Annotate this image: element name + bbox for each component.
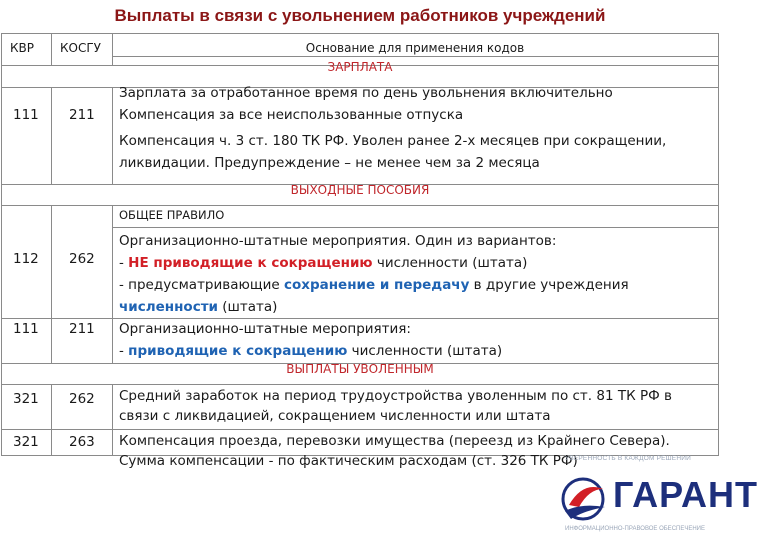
row4-kosgu: 262 <box>69 391 95 407</box>
logo-wordmark: ГАРАНТ <box>613 474 758 515</box>
section-salary: ЗАРПЛАТА <box>327 60 393 74</box>
col-divider <box>51 384 52 456</box>
logo-tagline: УВЕРЕННОСТЬ В КАЖДОМ РЕШЕНИИ <box>565 455 691 462</box>
row1-kvr: 111 <box>13 107 39 123</box>
row5-kosgu: 263 <box>69 434 95 450</box>
section-severance: ВЫХОДНЫЕ ПОСОБИЯ <box>290 183 430 197</box>
emphasis-preserve-transfer: сохранение и передачу <box>283 277 470 293</box>
logo-bottom-text: ИНФОРМАЦИОННО-ПРАВОВОЕ ОБЕСПЕЧЕНИЕ <box>565 526 705 532</box>
row-divider <box>2 429 718 430</box>
page-title: Выплаты в связи с увольнением работников учреждений <box>114 6 606 25</box>
row3-kvr: 111 <box>13 321 39 337</box>
row5-line: Сумма компенсации - по фактическим расходам (ст. 326 ТК РФ) <box>119 453 578 469</box>
row2-line: - предусматривающие сохранение и передачу в другие учреждения <box>119 277 629 293</box>
row5-line: Компенсация проезда, перевозки имущества (переезд из Крайнего Севера). <box>119 433 670 449</box>
row-divider <box>2 384 718 385</box>
emphasis-headcount: численности <box>119 299 218 315</box>
row1-line: Компенсация за все неиспользованные отпуска <box>119 107 464 123</box>
row1-line: Компенсация ч. 3 ст. 180 ТК РФ. Уволен ранее 2-х месяцев при сокращении, <box>119 133 667 149</box>
garant-emblem-icon <box>553 467 613 527</box>
row2-kosgu: 262 <box>69 251 95 267</box>
row5-kvr: 321 <box>13 434 39 450</box>
row4-line: связи с ликвидацией, сокращением численности или штата <box>119 408 551 424</box>
header-basis: Основание для применения кодов <box>305 41 525 55</box>
emphasis-not-reducing: НЕ приводящие к сокращению <box>128 255 373 271</box>
row2-line: - НЕ приводящие к сокращению численности (штата) <box>119 255 528 271</box>
header-kvr: КВР <box>10 41 34 55</box>
general-rule-label: ОБЩЕЕ ПРАВИЛО <box>119 208 225 222</box>
row2-line: Организационно-штатные мероприятия. Один из вариантов: <box>119 233 557 249</box>
row2-kvr: 112 <box>13 251 39 267</box>
section-dismissed-payments: ВЫПЛАТЫ УВОЛЕННЫМ <box>286 362 434 376</box>
col-divider <box>51 87 52 184</box>
header-kosgu: КОСГУ <box>60 41 101 55</box>
emphasis-reducing: приводящие к сокращению <box>128 343 348 359</box>
col-divider <box>112 205 113 363</box>
row4-kvr: 321 <box>13 391 39 407</box>
row1-line: ликвидации. Предупреждение – не менее чем за 2 месяца <box>119 155 540 171</box>
garant-logo <box>545 453 758 540</box>
col-divider <box>112 384 113 456</box>
row3-line: - приводящие к сокращению численности (штата) <box>119 343 503 359</box>
col-divider <box>112 87 113 184</box>
row3-line: Организационно-штатные мероприятия: <box>119 321 411 337</box>
row1-kosgu: 211 <box>69 107 95 123</box>
row2-line: численности (штата) <box>119 299 278 315</box>
row3-kosgu: 211 <box>69 321 95 337</box>
row-divider <box>2 205 718 206</box>
row4-line: Средний заработок на период трудоустройства уволенным по ст. 81 ТК РФ в <box>119 388 672 404</box>
col-divider <box>51 205 52 363</box>
row1-line: Зарплата за отработанное время по день увольнения включительно <box>119 85 613 101</box>
row-divider <box>112 227 718 228</box>
